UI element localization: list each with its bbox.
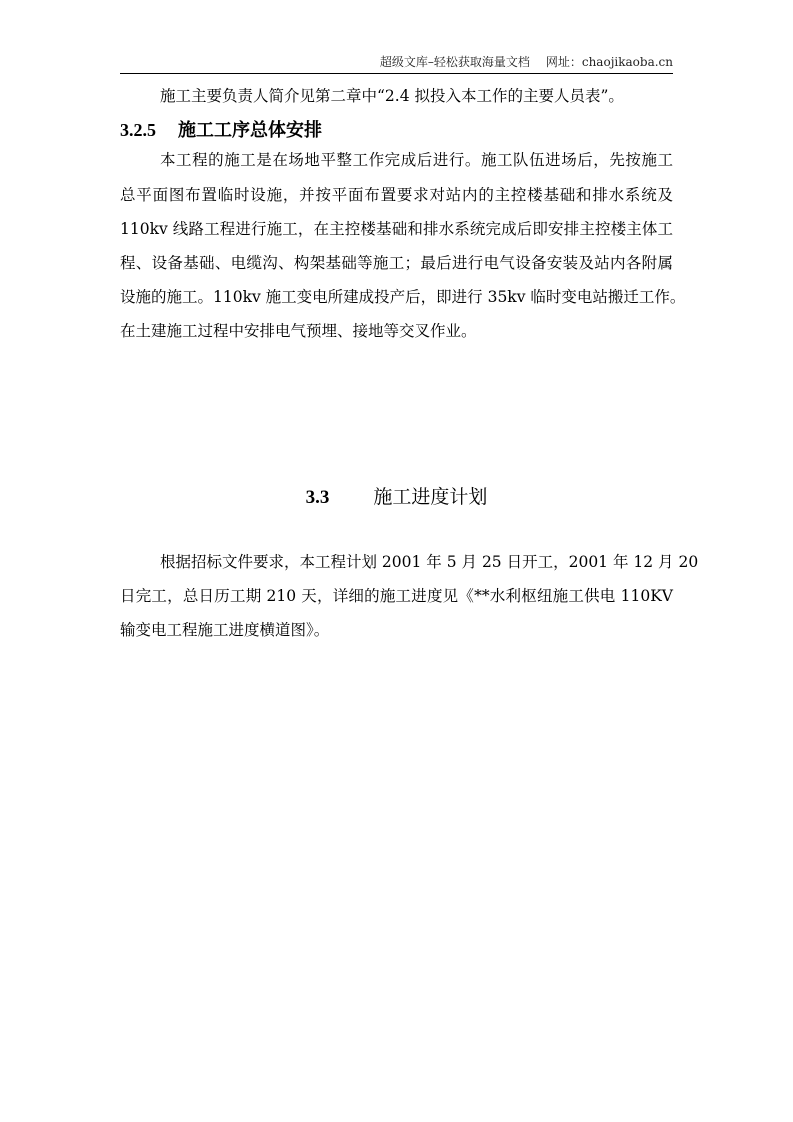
section-heading-3-2-5 <box>120 116 322 142</box>
header-rule <box>120 73 673 74</box>
intro-line: 施工主要负责人简介见第二章中“2.4 拟投入本工作的主要人员表”。 <box>160 87 624 105</box>
paragraph-line: 日完工，总日历工期 210 天，详细的施工进度见《**水利枢纽施工供电 110KV <box>120 587 673 605</box>
page-header <box>120 53 673 70</box>
paragraph-line: 本工程的施工是在场地平整工作完成后进行。施工队伍进场后，先按施工 <box>160 151 673 169</box>
header-url: 网址：chaojikaoba.cn <box>545 55 673 69</box>
header-site: 超级文库–轻松获取海量文档 <box>379 55 530 69</box>
paragraph-line: 输变电工程施工进度横道图》。 <box>120 621 330 639</box>
paragraph-line: 根据招标文件要求，本工程计划 2001 年 5 月 25 日开工，2001 年 12 月 20 <box>160 553 699 571</box>
paragraph-line: 110kv 线路工程进行施工，在主控楼基础和排水系统完成后即安排主控楼主体工 <box>120 220 673 238</box>
paragraph-line: 设施的施工。110kv 施工变电所建成投产后，即进行 35kv 临时变电站搬迁工作。 <box>120 288 686 306</box>
section-title: 施工进度计划 <box>373 486 488 508</box>
paragraph-line: 在土建施工过程中安排电气预埋、接地等交叉作业。 <box>120 322 477 340</box>
paragraph-line: 程、设备基础、电缆沟、构架基础等施工；最后进行电气设备安装及站内各附属 <box>120 254 673 272</box>
paragraph-line: 总平面图布置临时设施，并按平面布置要求对站内的主控楼基础和排水系统及 <box>120 186 673 204</box>
section-title: 施工工序总体安排 <box>178 120 322 141</box>
section-heading-3-3 <box>0 482 793 509</box>
section-number: 3.3 <box>305 487 330 508</box>
section-number: 3.2.5 <box>120 120 156 140</box>
